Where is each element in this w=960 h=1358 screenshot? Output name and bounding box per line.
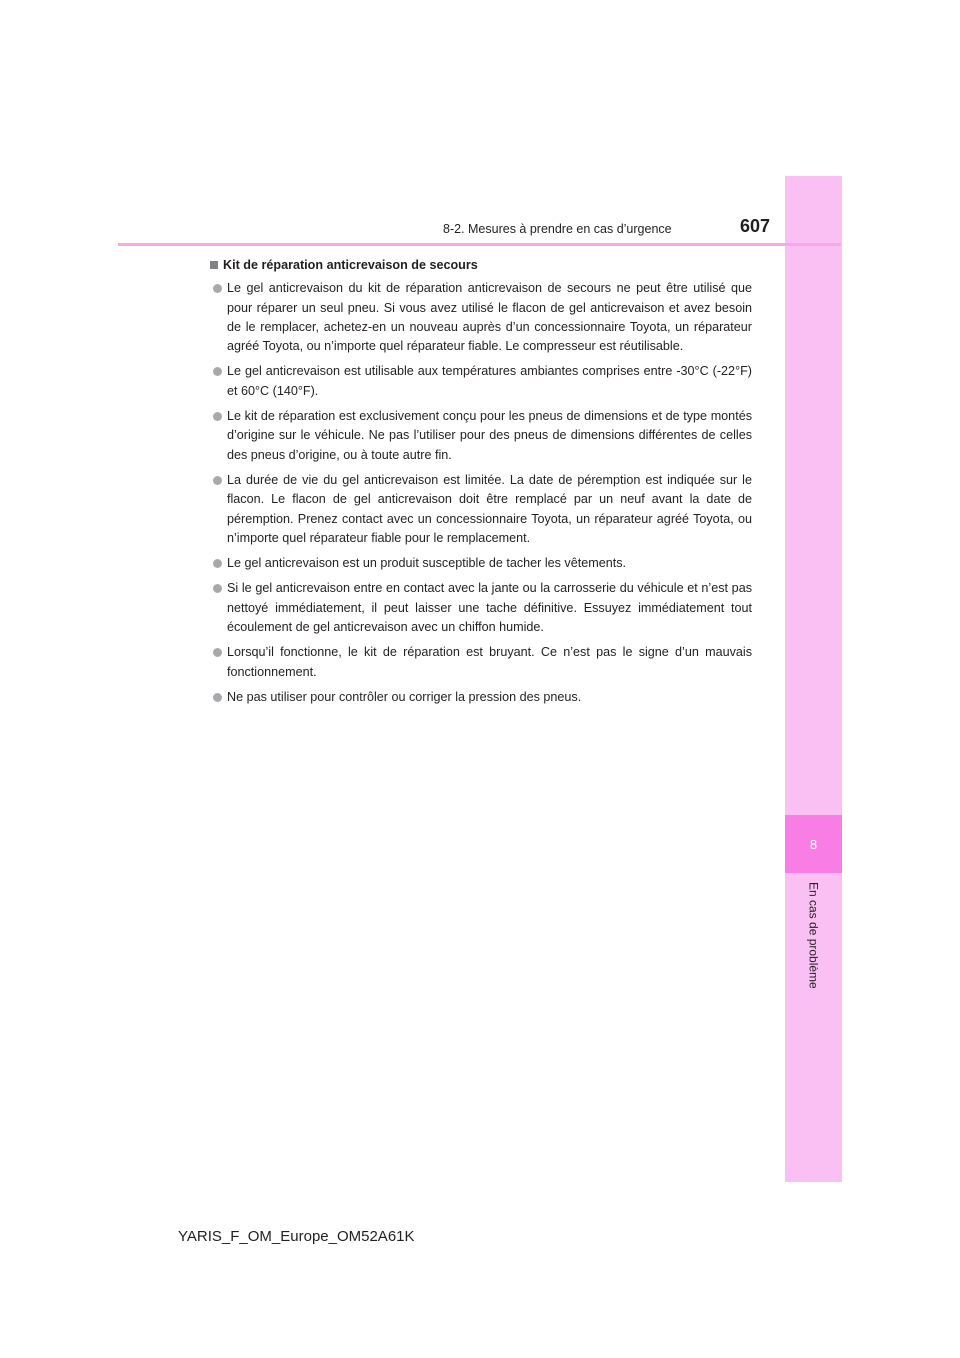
list-item-text: Le gel anticrevaison est utilisable aux températures ambiantes comprises entre -30°C (-22°F) et 60°C (140°F).	[227, 364, 752, 398]
chapter-number-tab	[785, 815, 842, 873]
chapter-title: En cas de problème	[806, 882, 821, 989]
header-divider	[118, 243, 841, 246]
list-item	[210, 471, 752, 548]
list-item	[210, 643, 752, 682]
chapter-title-tab	[785, 882, 842, 1022]
bullet-dot-icon	[213, 284, 222, 293]
square-bullet-icon	[210, 261, 218, 269]
list-item	[210, 579, 752, 637]
list-item	[210, 407, 752, 465]
list-item	[210, 362, 752, 401]
bullet-dot-icon	[213, 693, 222, 702]
document-id: YARIS_F_OM_Europe_OM52A61K	[178, 1228, 415, 1245]
bullet-dot-icon	[213, 648, 222, 657]
bullet-dot-icon	[213, 367, 222, 376]
list-item-text: Lorsqu’il fonctionne, le kit de réparation est bruyant. Ce n’est pas le signe d’un mauvais fonctionnement.	[227, 645, 752, 679]
list-item	[210, 279, 752, 356]
list-item	[210, 688, 752, 707]
section-header: 8-2. Mesures à prendre en cas d’urgence	[443, 222, 672, 236]
bullet-dot-icon	[213, 584, 222, 593]
page-number: 607	[740, 216, 771, 236]
bullet-dot-icon	[213, 559, 222, 568]
bullet-dot-icon	[213, 412, 222, 421]
list-item-text: Le gel anticrevaison du kit de réparation anticrevaison de secours ne peut être utilisé que pour réparer un seul pneu. Si vous avez utilisé le flacon de gel anticrevaison et avez besoin de le remplacer, achetez-en un nouveau auprès d’un concessionnaire Toyota, un réparateur agréé Toyota, ou n’importe quel réparateur fiable. Le compresseur est réutilisable.	[227, 281, 752, 354]
list-item-text: Le kit de réparation est exclusivement conçu pour les pneus de dimensions et de type montés d’origine sur le véhicule. Ne pas l’utiliser pour des pneus de dimensions différentes de celles des pneus d’origine, ou à toute autre fin.	[227, 409, 752, 462]
list-item-text: La durée de vie du gel anticrevaison est limitée. La date de péremption est indiquée sur le flacon. Le flacon de gel anticrevaison doit être remplacé par un neuf avant la date de péremption. Prenez contact avec un concessionnaire Toyota, un réparateur agréé Toyota, ou n’importe quel réparateur fiable pour le remplacement.	[227, 472, 752, 545]
bullet-list	[210, 279, 752, 707]
chapter-number: 8	[809, 836, 818, 852]
page-content	[210, 256, 752, 713]
list-item	[210, 554, 752, 573]
section-heading	[210, 256, 752, 275]
list-item-text: Si le gel anticrevaison entre en contact avec la jante ou la carrosserie du véhicule et n’est pas nettoyé immédiatement, il peut laisser une tache définitive. Essuyez immédiatement tout écoulement de gel anticrevaison avec un chiffon humide.	[227, 581, 752, 635]
bullet-dot-icon	[213, 476, 222, 485]
section-title: Kit de réparation anticrevaison de secours	[223, 258, 478, 272]
chapter-side-band	[785, 176, 842, 1182]
list-item-text: Ne pas utiliser pour contrôler ou corriger la pression des pneus.	[227, 689, 582, 704]
list-item-text: Le gel anticrevaison est un produit susceptible de tacher les vêtements.	[227, 556, 627, 571]
